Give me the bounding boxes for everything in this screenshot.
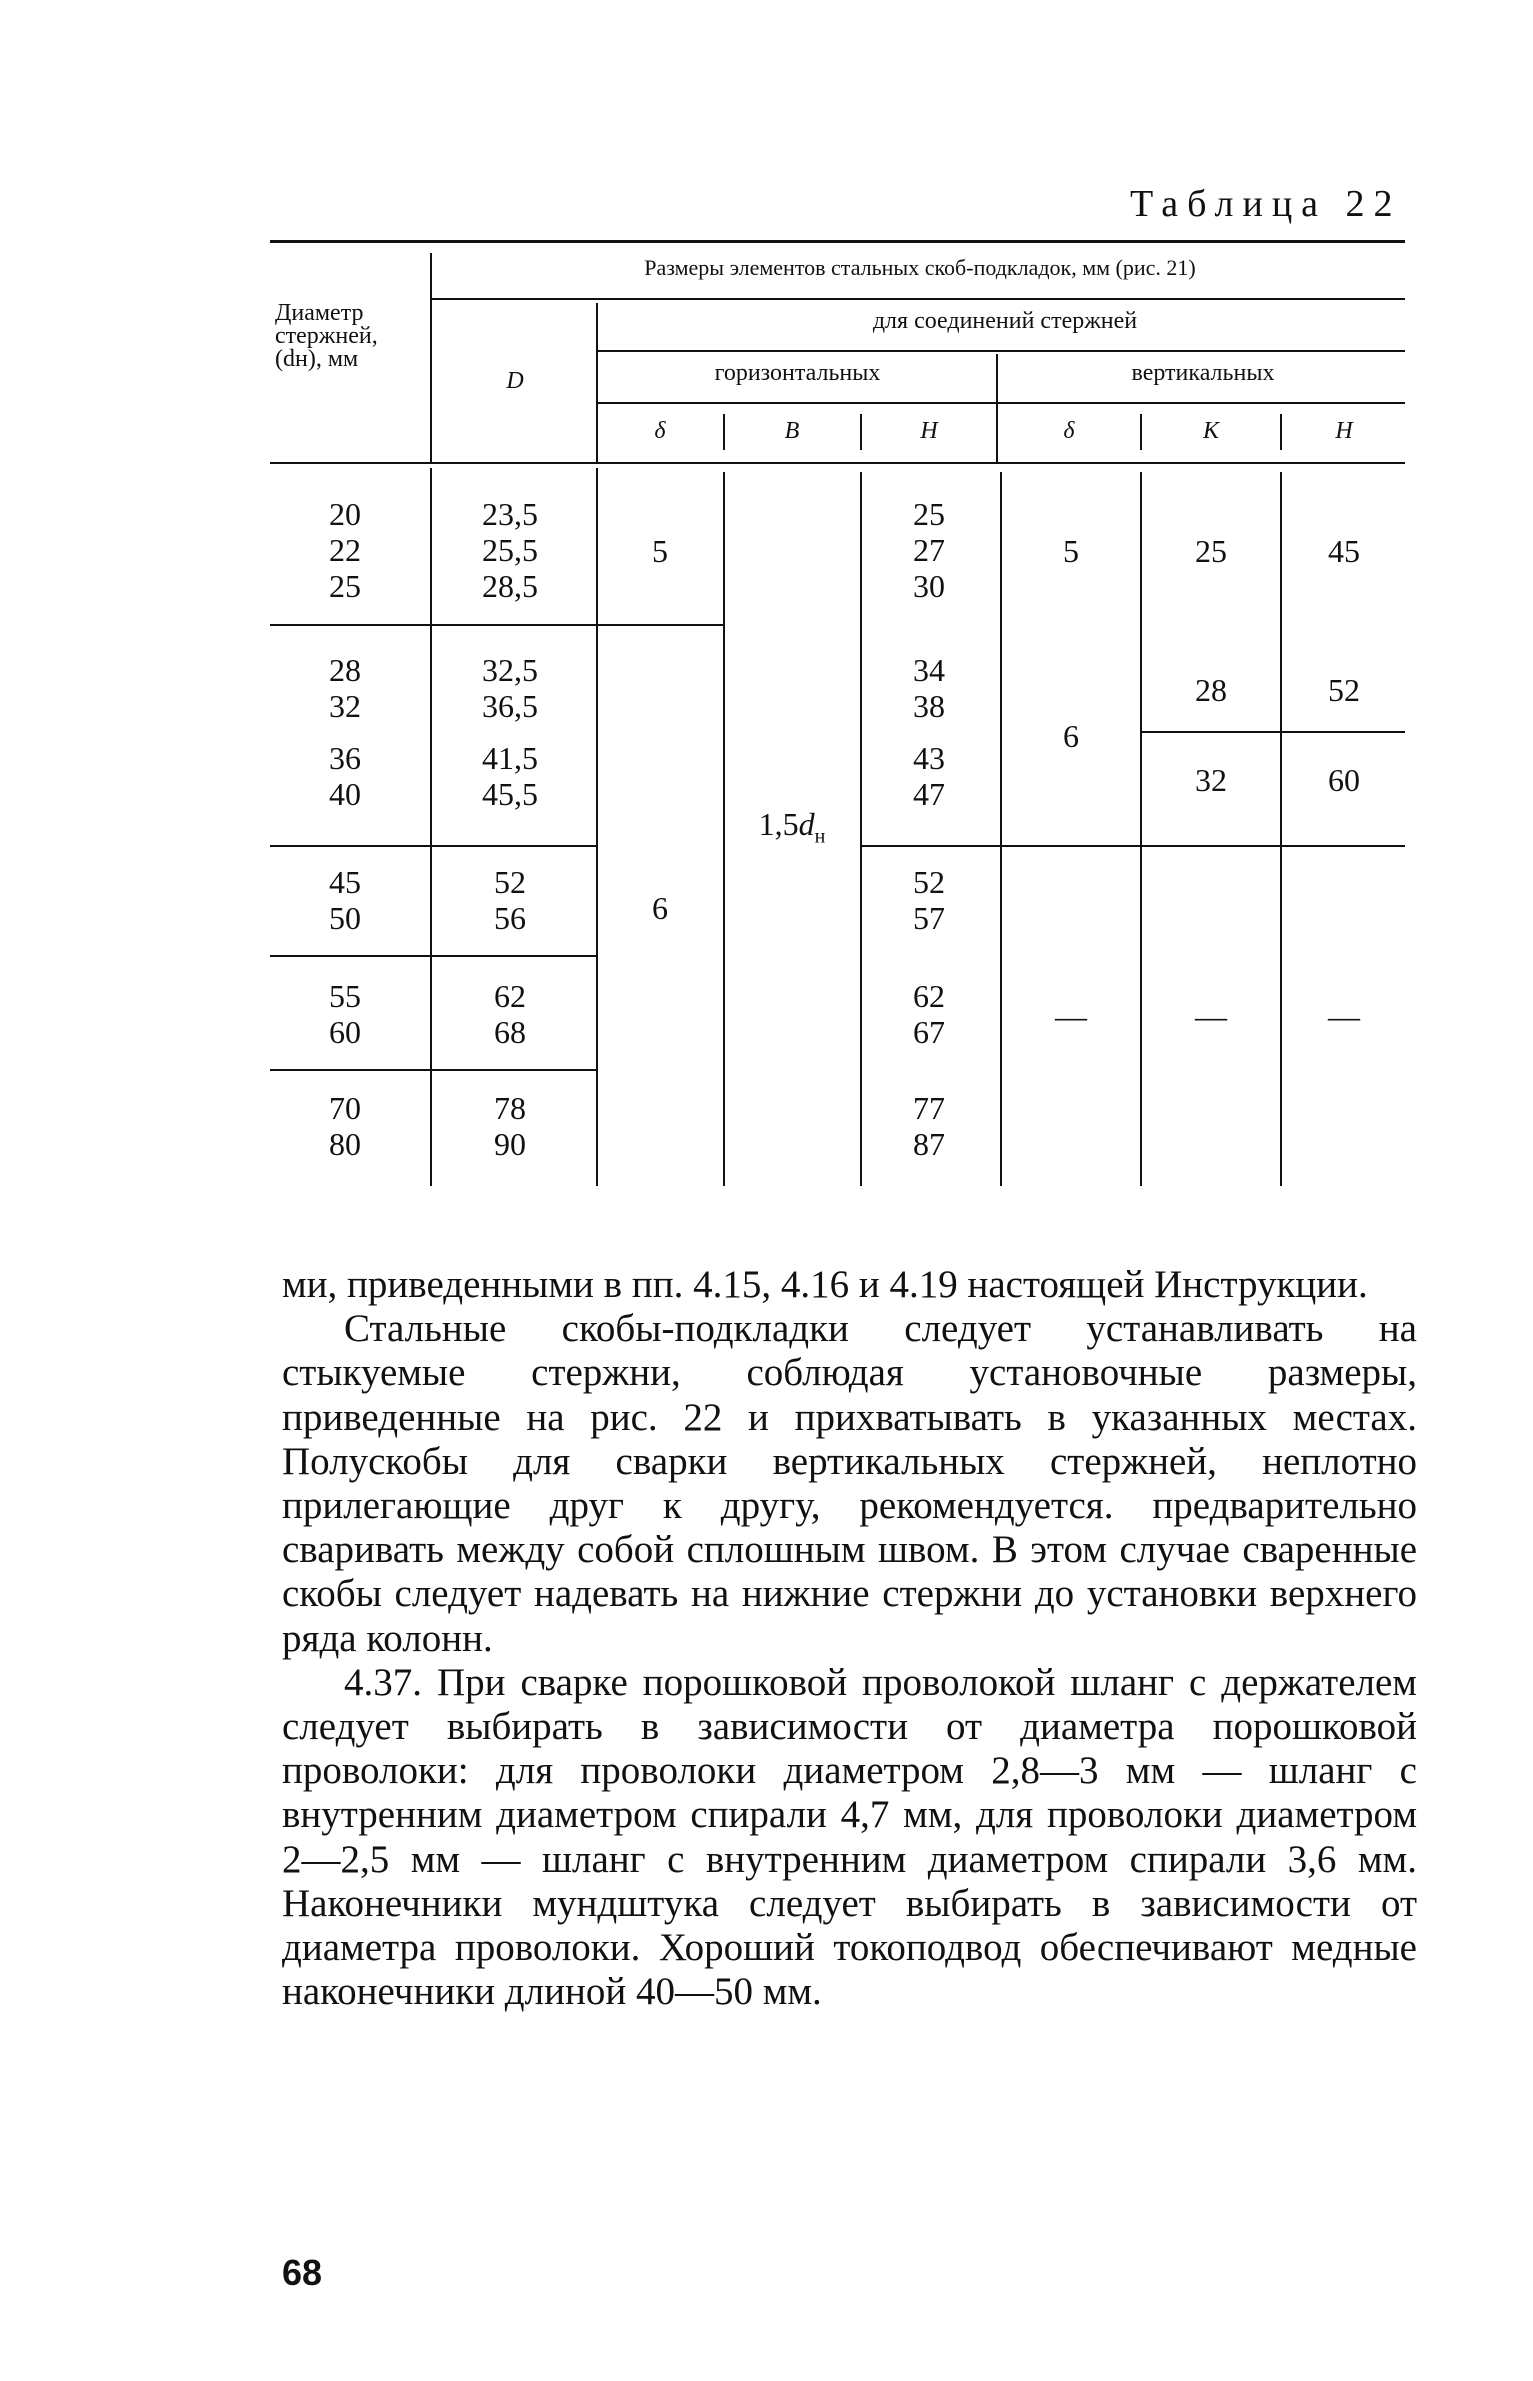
block-rule-1 [270,624,724,626]
header-vline-2 [596,303,598,463]
table-top-rule [270,240,1405,243]
header-vline-3 [996,354,998,462]
h-h-block-2a: 34 38 [913,652,945,724]
paragraph-steel-clips: Стальные скобы-подкладки следует устанавливать на стыкуемые стержни, соблюдая установочные размеры, приведенные на рис. 22 и прихватывать в указанных местах. Полускобы для сварки вертикальных стержней, неплотно прилегающие друг к другу, рекомендуется. предварительно сваривать между собой сплошным швом. В этом случае сваренные скобы следует надевать на нижние стержни до установки верхнего ряда колонн. [282,1307,1417,1660]
dn-block-5: 70 80 [329,1090,361,1162]
d-block-1: 23,5 25,5 28,5 [482,496,538,604]
dn-block-3: 45 50 [329,864,361,936]
paragraph-4-37: 4.37. При сварке порошковой проволокой шланг с держателем следует выбирать в зависимости от диаметра порошковой проволоки: для проволоки диаметром 2,8—3 мм — шланг с внутренним диаметром спирали 4,7 мм, для проволоки диаметром 2—2,5 мм — шланг с внутренним диаметром спирали 3,6 мм. Наконечники мундштука следует выбирать в зависимости от диаметра проволоки. Хороший токоподвод обеспечивают медные наконечники длиной 40—50 мм. [282,1660,1417,2014]
header-rule-group [430,298,1405,300]
h-h-block-5: 77 87 [913,1090,945,1162]
v-delta-dash: — [1055,998,1087,1034]
v-h-block-2a: 52 [1328,672,1360,708]
body-vline-7 [1280,472,1282,1186]
v-delta-header: δ [1063,418,1075,444]
body-vline-1 [430,468,432,1186]
d-block-2b: 41,5 45,5 [482,740,538,812]
d-block-2a: 32,5 36,5 [482,652,538,724]
h-b-all: $1,5d_н$ [758,806,826,848]
header-rule-orientation [598,402,1405,404]
v-h-block-2b: 60 [1328,762,1360,798]
header-vline-1 [430,253,432,463]
v-h-block-1: 45 [1328,533,1360,569]
dn-block-1: 20 22 25 [329,496,361,604]
v-k-header: K [1202,418,1219,444]
d-header: D [506,368,524,394]
paragraph-continuation: ми, приведенными в пп. 4.15, 4.16 и 4.19 настоящей Инструкции. [282,1263,1368,1306]
connections-header: для соединений стержней [872,308,1138,334]
header-vline-6 [1140,414,1142,450]
d-block-4: 62 68 [494,978,526,1050]
v-h-dash: — [1328,998,1360,1034]
horizontal-header: горизонтальных [714,360,881,386]
block-rule-2 [270,845,596,847]
group-title-header: Размеры элементов стальных скоб-подкладок, мм (рис. 21) [644,255,1196,280]
body-vline-3 [723,472,725,1186]
v-delta-block-1: 5 [1063,533,1079,569]
h-delta-header: δ [654,418,666,444]
body-vline-2 [596,468,598,1186]
h-h-block-4: 62 67 [913,978,945,1050]
body-vline-4 [860,472,862,1186]
h-delta-block-1: 5 [652,533,668,569]
h-h-header: H [920,418,938,444]
v-k-block-2a: 28 [1195,672,1227,708]
block-rule-2-right [860,845,1405,847]
page-number: 68 [282,2252,323,2293]
dn-block-2a: 28 32 [329,652,361,724]
block-rule-4 [270,1069,596,1071]
h-h-block-2b: 43 47 [913,740,945,812]
header-rule-connections [598,350,1405,352]
vertical-k-rule [1140,731,1405,733]
v-h-header: H [1335,418,1353,444]
table-caption: Таблица 22 [1130,183,1402,225]
header-bottom-rule [270,462,1405,464]
h-h-block-3: 52 57 [913,864,945,936]
h-b-header: B [784,418,800,444]
block-rule-3 [270,955,596,957]
body-vline-5 [1000,472,1002,1186]
body-vline-6 [1140,472,1142,1186]
v-k-block-1: 25 [1195,533,1227,569]
header-vline-7 [1280,414,1282,450]
diameter-header: Диаметр стержней, (dн), мм [275,300,378,372]
h-h-block-1: 25 27 30 [913,496,945,604]
dn-block-2b: 36 40 [329,740,361,812]
header-vline-4 [723,414,725,450]
header-vline-5 [860,414,862,450]
vertical-header: вертикальных [1131,360,1275,386]
v-k-block-2b: 32 [1195,762,1227,798]
h-delta-lower: 6 [652,890,668,926]
v-k-dash: — [1195,998,1227,1034]
d-block-5: 78 90 [494,1090,526,1162]
body-text [282,1263,1417,2014]
v-delta-block-2: 6 [1063,718,1079,754]
dn-block-4: 55 60 [329,978,361,1050]
d-block-3: 52 56 [494,864,526,936]
